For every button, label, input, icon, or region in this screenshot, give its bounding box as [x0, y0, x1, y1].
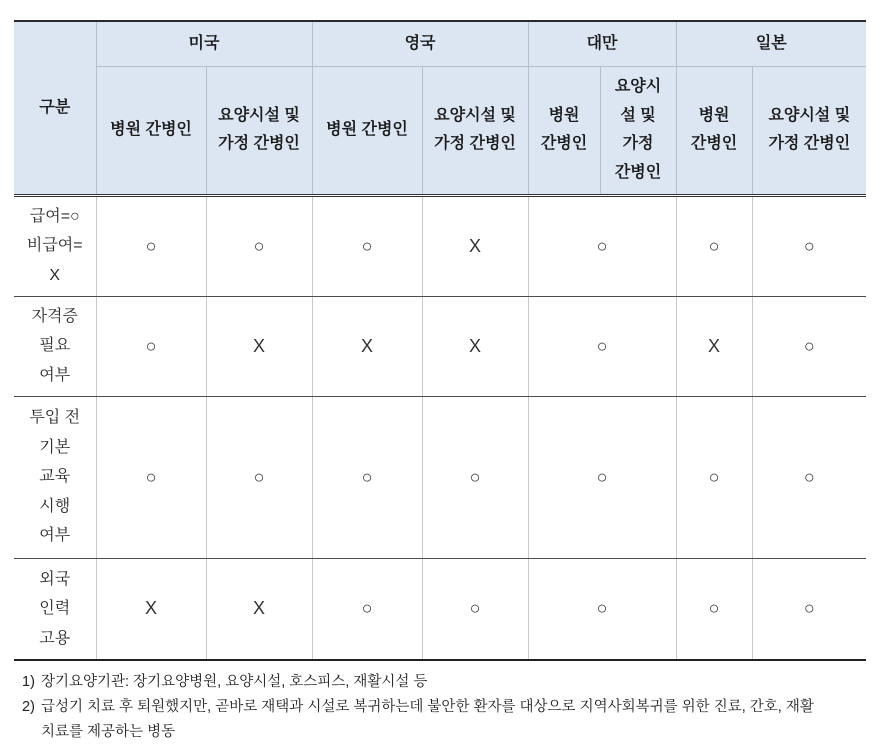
cell-uk-hospital: X [312, 296, 422, 396]
row-label: 투입 전 기본 교육 시행 여부 [14, 396, 96, 558]
cell-us-care: ○ [206, 396, 312, 558]
cell-us-care: X [206, 558, 312, 660]
header-uk-care: 요양시설 및 가정 간병인 [422, 66, 528, 195]
footnote-text: 장기요양기관: 장기요양병원, 요양시설, 호스피스, 재활시설 등 [41, 674, 428, 690]
header-us-hospital: 병원 간병인 [96, 66, 206, 195]
footnote-number: 2) [22, 699, 35, 715]
cell-jp-hospital: ○ [676, 195, 752, 296]
cell-us-hospital: ○ [96, 296, 206, 396]
row-label: 외국 인력 고용 [14, 558, 96, 660]
cell-uk-care: X [422, 195, 528, 296]
header-tw-hospital: 병원 간병인 [528, 66, 600, 195]
cell-jp-care: ○ [752, 195, 866, 296]
header-category: 구분 [14, 21, 96, 195]
footnote-1 [22, 670, 872, 695]
footnote-2 [22, 695, 872, 745]
row-label: 급여=○ 비급여= X [14, 195, 96, 296]
cell-jp-hospital: ○ [676, 396, 752, 558]
table-row [14, 195, 866, 296]
cell-tw-merged: ○ [528, 296, 676, 396]
table-row [14, 396, 866, 558]
cell-tw-merged: ○ [528, 558, 676, 660]
cell-jp-hospital: X [676, 296, 752, 396]
cell-jp-care: ○ [752, 558, 866, 660]
cell-uk-hospital: ○ [312, 558, 422, 660]
row-label: 자격증 필요 여부 [14, 296, 96, 396]
table-row [14, 558, 866, 660]
footnote-number: 1) [22, 674, 35, 690]
table-row [14, 296, 866, 396]
footnotes [22, 670, 872, 745]
header-us-care: 요양시설 및 가정 간병인 [206, 66, 312, 195]
header-country-us: 미국 [96, 21, 312, 66]
header-uk-hospital: 병원 간병인 [312, 66, 422, 195]
cell-jp-care: ○ [752, 396, 866, 558]
cell-uk-hospital: ○ [312, 195, 422, 296]
cell-uk-care: X [422, 296, 528, 396]
cell-tw-merged: ○ [528, 195, 676, 296]
header-tw-care: 요양시 설 및 가정 간병인 [600, 66, 676, 195]
header-row-subcategories [14, 66, 866, 195]
cell-us-hospital: X [96, 558, 206, 660]
header-country-uk: 영국 [312, 21, 528, 66]
cell-us-hospital: ○ [96, 195, 206, 296]
header-country-tw: 대만 [528, 21, 676, 66]
cell-jp-hospital: ○ [676, 558, 752, 660]
footnote-text: 급성기 치료 후 퇴원했지만, 곧바로 재택과 시설로 복귀하는데 불안한 환자를 대상으로 지역사회복귀를 위한 진료, 간호, 재활 치료를 제공하는 병동 [41, 699, 814, 740]
cell-tw-merged: ○ [528, 396, 676, 558]
cell-jp-care: ○ [752, 296, 866, 396]
cell-uk-care: ○ [422, 396, 528, 558]
cell-us-care: X [206, 296, 312, 396]
header-row-countries [14, 21, 866, 66]
header-jp-care: 요양시설 및 가정 간병인 [752, 66, 866, 195]
cell-uk-hospital: ○ [312, 396, 422, 558]
cell-uk-care: ○ [422, 558, 528, 660]
cell-us-hospital: ○ [96, 396, 206, 558]
cell-us-care: ○ [206, 195, 312, 296]
header-jp-hospital: 병원 간병인 [676, 66, 752, 195]
header-country-jp: 일본 [676, 21, 866, 66]
caregiver-comparison-table [14, 20, 866, 661]
